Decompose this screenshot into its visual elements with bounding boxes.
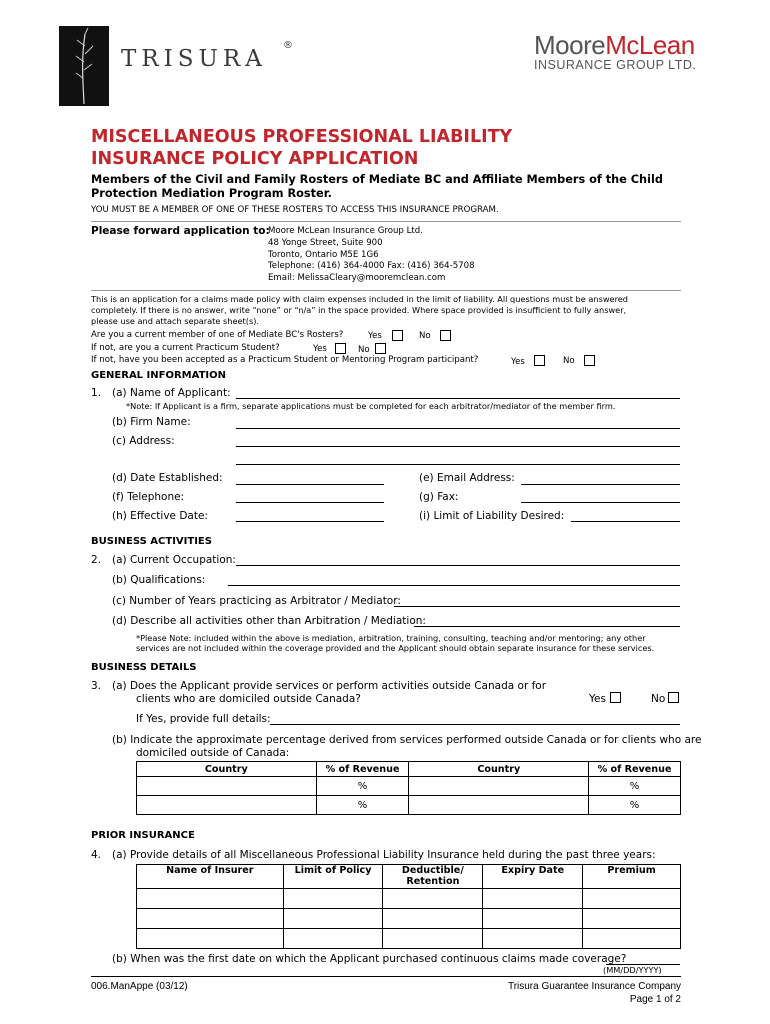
limit-label: (i) Limit of Liability Desired:	[419, 510, 565, 522]
page-title	[91, 126, 512, 170]
outside-canada-question: (a) Does the Applicant provide services or perform activities outside Canada or for	[112, 680, 547, 692]
qualifications-label: (b) Qualifications:	[112, 574, 206, 586]
outside-canada-yes-checkbox[interactable]	[610, 692, 621, 703]
premium-header: Premium	[583, 865, 681, 889]
deductible-header-line-1: Deductible/	[401, 865, 464, 876]
title-line-1: MISCELLANEOUS PROFESSIONAL LIABILITY	[91, 127, 513, 147]
applicant-name-label: (a) Name of Applicant:	[112, 387, 231, 399]
address-line: 48 Yonge Street, Suite 900	[268, 237, 383, 248]
address-line: Email: MelissaCleary@mooremclean.com	[268, 273, 446, 284]
deductible-header-line-2: Retention	[406, 876, 460, 887]
table-cell[interactable]	[583, 929, 681, 949]
fax-field[interactable]	[521, 502, 680, 503]
membership-question-2: If not, are you a current Practicum Student?	[91, 343, 280, 353]
registered-mark: ®	[283, 40, 293, 51]
limit-header: Limit of Policy	[283, 865, 383, 889]
prior-insurance-table	[136, 864, 681, 949]
section-number: 1.	[91, 387, 102, 399]
email-label: (e) Email Address:	[419, 472, 515, 484]
outside-canada-question-2: clients who are domiciled outside Canada?	[136, 693, 361, 705]
percentage-question-2: domiciled outside of Canada:	[136, 747, 290, 759]
expiry-header: Expiry Date	[483, 865, 583, 889]
table-cell[interactable]	[283, 889, 383, 909]
revenue-cell[interactable]: %	[316, 777, 409, 796]
percentage-question: (b) Indicate the approximate percentage derived from services performed outside Canada or for clients who are	[112, 734, 702, 746]
date-established-field[interactable]	[236, 484, 384, 485]
firm-note: *Note: If Applicant is a firm, separate applications must be completed for each arbitrator/mediator of the member firm.	[126, 401, 616, 411]
membership-question-1: Are you a current member of one of Mediate BC's Rosters?	[91, 330, 344, 340]
yes-label: Yes	[313, 344, 327, 354]
country-header: Country	[409, 762, 589, 777]
yes-label: Yes	[511, 357, 525, 367]
country-header: Country	[137, 762, 317, 777]
qualifications-field[interactable]	[228, 585, 680, 586]
q1-yes-checkbox[interactable]	[392, 330, 403, 341]
address-line: Toronto, Ontario M5E 1G6	[268, 249, 379, 260]
grass-icon	[59, 26, 109, 106]
company-name: Trisura Guarantee Insurance Company	[507, 981, 681, 992]
other-activities-field[interactable]	[414, 626, 680, 627]
yes-label: Yes	[368, 331, 382, 341]
activities-note-1: *Please Note: included within the above is mediation, arbitration, training, consulting, teaching and/or mentoring; any other	[136, 633, 646, 643]
table-cell[interactable]	[483, 909, 583, 929]
roster-notice: YOU MUST BE A MEMBER OF ONE OF THESE ROSTERS TO ACCESS THIS INSURANCE PROGRAM.	[91, 205, 499, 215]
full-details-field[interactable]	[270, 724, 680, 725]
instructions-line: completely. If there is no answer, write “none” or “n/a” in the space provided. Where space provided is insufficient to fully answer,	[91, 305, 627, 315]
q2-no-checkbox[interactable]	[375, 343, 386, 354]
intro-line-2: Protection Mediation Program Roster.	[91, 187, 332, 200]
q3-yes-checkbox[interactable]	[534, 355, 545, 366]
q3-no-checkbox[interactable]	[584, 355, 595, 366]
country-cell[interactable]	[409, 796, 589, 815]
insurance-group-text: INSURANCE GROUP LTD.	[534, 58, 697, 72]
membership-question-3: If not, have you been accepted as a Practicum Student or Mentoring Program participant?	[91, 355, 479, 365]
forward-address	[268, 226, 475, 285]
email-field[interactable]	[521, 484, 680, 485]
applicant-name-field[interactable]	[236, 398, 680, 399]
table-cell[interactable]	[383, 909, 483, 929]
occupation-field[interactable]	[236, 565, 680, 566]
table-cell[interactable]	[583, 909, 681, 929]
table-cell[interactable]	[137, 929, 284, 949]
divider	[91, 290, 681, 291]
page-number: Page 1 of 2	[629, 994, 681, 1005]
no-label: No	[358, 345, 370, 355]
table-cell[interactable]	[483, 929, 583, 949]
prior-details-question: (a) Provide details of all Miscellaneous Professional Liability Insurance held during the past three years:	[112, 849, 656, 861]
no-label: No	[651, 693, 666, 705]
q1-no-checkbox[interactable]	[440, 330, 451, 341]
address-line: Moore McLean Insurance Group Ltd.	[268, 226, 423, 236]
table-cell[interactable]	[283, 909, 383, 929]
country-cell[interactable]	[137, 796, 317, 815]
section-number: 4.	[91, 849, 102, 861]
instructions-line: please use and attach separate sheet(s).	[91, 316, 260, 326]
footer-divider	[91, 976, 681, 977]
divider	[91, 221, 681, 222]
telephone-label: (f) Telephone:	[112, 491, 185, 503]
table-cell[interactable]	[283, 929, 383, 949]
revenue-header: % of Revenue	[589, 762, 681, 777]
firm-name-field[interactable]	[236, 428, 680, 429]
revenue-cell[interactable]: %	[316, 796, 409, 815]
moore-wordmark: Moore	[534, 30, 606, 60]
date-established-label: (d) Date Established:	[112, 472, 223, 484]
table-cell[interactable]	[137, 889, 284, 909]
forward-label: Please forward application to:	[91, 225, 270, 237]
other-activities-label: (d) Describe all activities other than Arbitration / Mediation:	[112, 615, 426, 627]
deductible-header	[383, 865, 483, 889]
address-field-2[interactable]	[236, 464, 680, 465]
general-heading: GENERAL INFORMATION	[91, 370, 226, 381]
revenue-table	[136, 761, 681, 815]
activities-note-2: services are not included within the coverage provided and the Applicant should obtain separate insurance for these services.	[136, 643, 655, 653]
instructions-line: This is an application for a claims made policy with claim expenses included in the limit of liability. All questions must be answered	[91, 294, 628, 304]
trisura-wordmark: TRISURA	[121, 46, 267, 72]
fax-label: (g) Fax:	[419, 491, 459, 503]
first-date-question: (b) When was the first date on which the Applicant purchased continuous claims made coverage?	[112, 953, 627, 965]
table-cell[interactable]	[137, 909, 284, 929]
mclean-wordmark: McLean	[605, 30, 695, 60]
mooremclean-logo	[534, 30, 724, 80]
outside-canada-no-checkbox[interactable]	[668, 692, 679, 703]
table-cell[interactable]	[483, 889, 583, 909]
country-cell[interactable]	[137, 777, 317, 796]
limit-field[interactable]	[571, 521, 680, 522]
address-line: Telephone: (416) 364-4000 Fax: (416) 364-5708	[268, 261, 475, 272]
title-line-2: INSURANCE POLICY APPLICATION	[91, 149, 419, 169]
address-label: (c) Address:	[112, 435, 175, 447]
years-label: (c) Number of Years practicing as Arbitrator / Mediator:	[112, 595, 401, 607]
table-cell[interactable]	[583, 889, 681, 909]
section-number: 2.	[91, 554, 102, 566]
yes-label: Yes	[589, 693, 606, 705]
effective-date-field[interactable]	[236, 521, 384, 522]
occupation-label: (a) Current Occupation:	[112, 554, 236, 566]
prior-insurance-heading: PRIOR INSURANCE	[91, 830, 195, 841]
trisura-logo	[59, 26, 299, 106]
table-cell[interactable]	[383, 929, 483, 949]
firm-name-label: (b) Firm Name:	[112, 416, 191, 428]
effective-date-label: (h) Effective Date:	[112, 510, 208, 522]
table-cell[interactable]	[383, 889, 483, 909]
business-details-heading: BUSINESS DETAILS	[91, 662, 197, 673]
revenue-cell[interactable]: %	[589, 796, 681, 815]
no-label: No	[563, 356, 575, 366]
address-field[interactable]	[236, 446, 680, 447]
revenue-header: % of Revenue	[316, 762, 409, 777]
insurer-header: Name of Insurer	[137, 865, 284, 889]
country-cell[interactable]	[409, 777, 589, 796]
full-details-label: If Yes, provide full details:	[136, 713, 271, 725]
business-activities-heading: BUSINESS ACTIVITIES	[91, 536, 212, 547]
years-field[interactable]	[394, 606, 680, 607]
section-number: 3.	[91, 680, 102, 692]
date-format-hint: (MM/DD/YYYY)	[603, 965, 662, 975]
form-number: 006.ManAppe (03/12)	[91, 981, 188, 992]
revenue-cell[interactable]: %	[589, 777, 681, 796]
no-label: No	[419, 331, 431, 341]
telephone-field[interactable]	[236, 502, 384, 503]
intro-line-1: Members of the Civil and Family Rosters of Mediate BC and Affiliate Members of the Child	[91, 173, 663, 186]
q2-yes-checkbox[interactable]	[335, 343, 346, 354]
